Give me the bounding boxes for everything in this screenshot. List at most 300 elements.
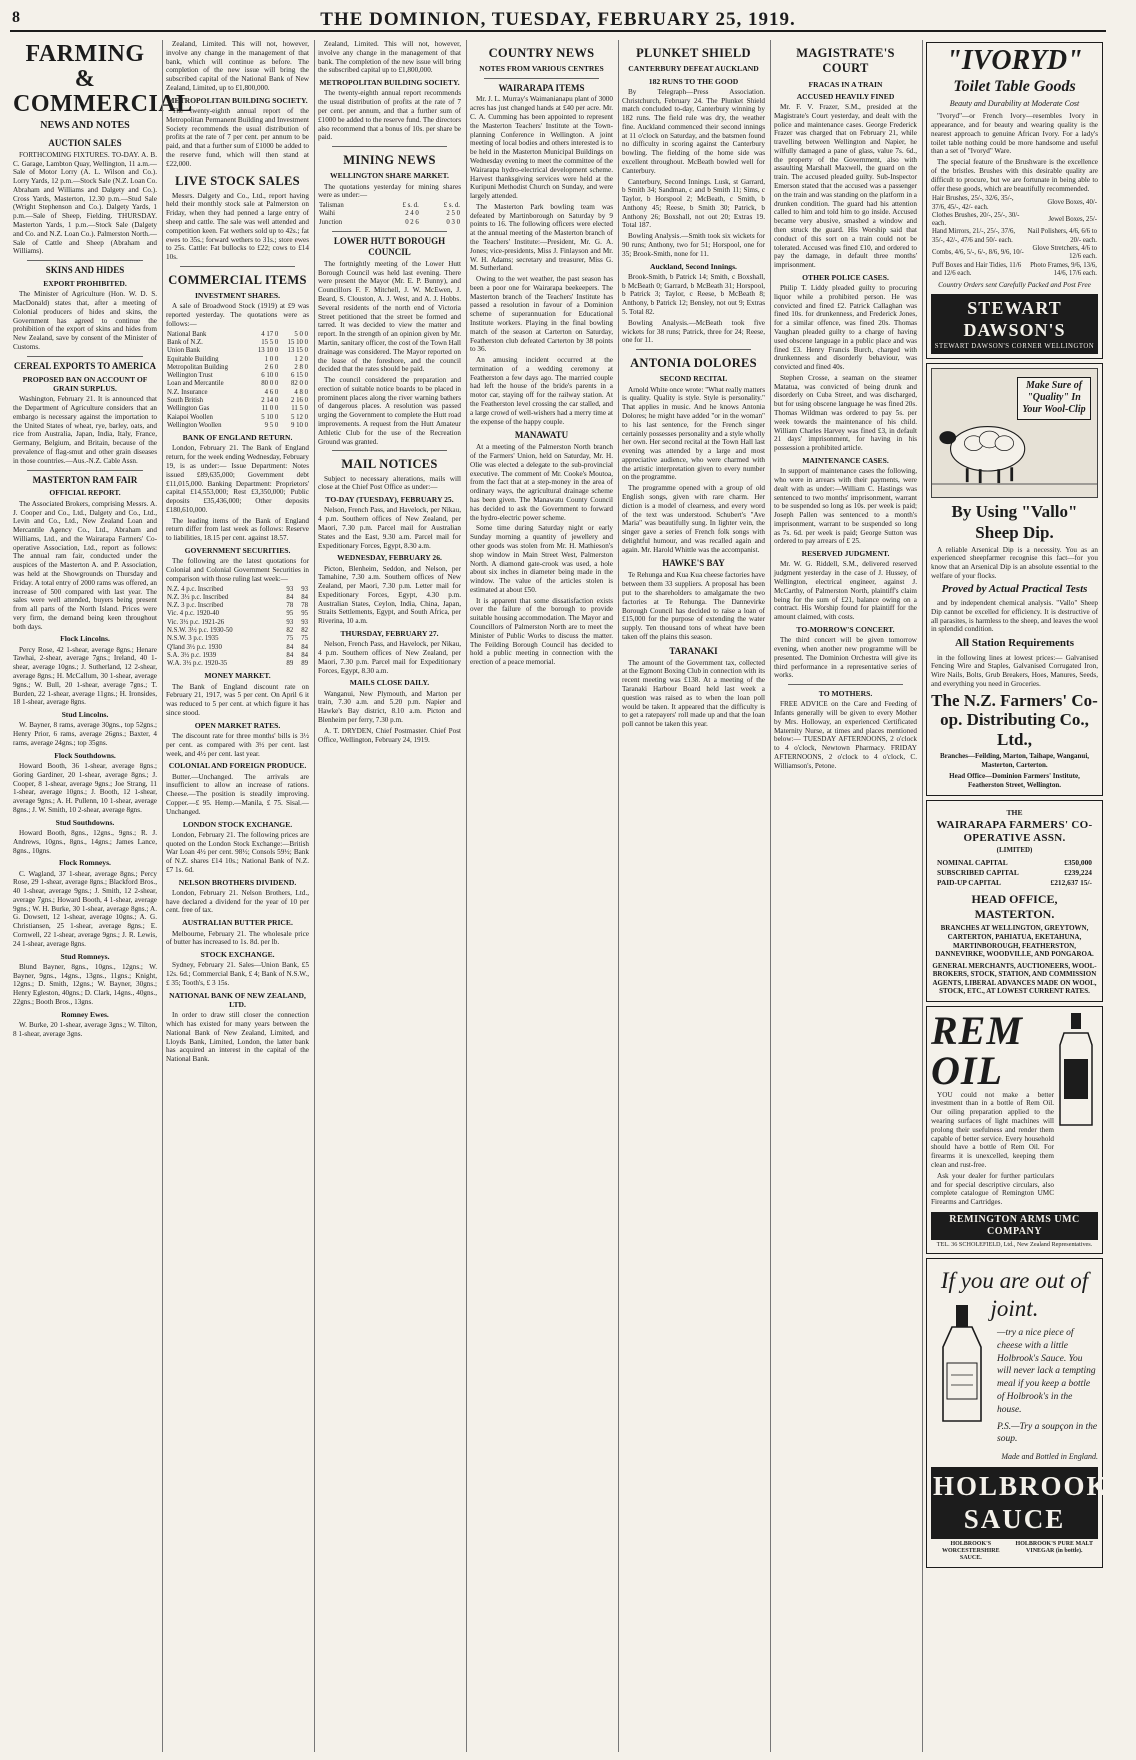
table-cell: Junction: [319, 218, 343, 226]
masterton-heading: MASTERTON RAM FAIR: [32, 474, 138, 485]
newspaper-title: THE DOMINION, TUESDAY, FEBRUARY 25, 1919.: [320, 9, 796, 30]
table-cell: 84: [301, 651, 308, 659]
vallo-ad: [926, 363, 1103, 795]
flock-romneys-heading: Flock Romneys.: [59, 858, 111, 868]
manawatu-text-2: Some time during Saturday night or early Sunday morning a quantity of jewellery and other goods was stolen from Mr. H. Mathieson's shop window in Main Street West, Palmerston North. A diamond gate-crook was used, a hole about six inches in diameter being made in the window. The value of the articles stolen is estimated at about £50.: [470, 524, 613, 594]
share-row: [166, 339, 309, 347]
share-row: [166, 397, 309, 405]
skins-heading: SKINS AND HIDES: [45, 265, 125, 276]
court-subheading: FRACAS IN A TRAIN: [808, 79, 883, 89]
wairarapa-desc: GENERAL MERCHANTS, AUCTIONEERS, WOOL-BROKERS, STOCK, STATION, AND COMMISSION AGENTS, LIBERAL ADVANCES MADE ON WOOL, STOCK, ETC., AT LOWEST CURRENT RATES.: [932, 961, 1097, 996]
divider: [332, 146, 447, 147]
table-cell: 82: [301, 626, 308, 634]
mail-close-heading: MAILS CLOSE DAILY.: [349, 678, 430, 688]
section-headline: FARMING & COMMERCIAL: [13, 41, 193, 118]
other-cases-heading: OTHER POLICE CASES.: [802, 272, 889, 282]
store-address: STEWART DAWSON'S CORNER WELLINGTON: [934, 342, 1095, 350]
table-cell: N.Z. Insurance: [167, 388, 208, 396]
table-cell: 5 10 0: [261, 413, 279, 421]
ivoryd-subtitle: Toilet Table Goods: [953, 78, 1076, 95]
cricket-text: By Telegraph—Press Association. Christchurch, February 24. The Plunket Shield match concluded to-day, Canterbury winning by 182 runs. The field rule was dry, the weather fine. Auckland commenced their second innings at 11 o'clock on Saturday, and the batsmen found no difficulty in scoring against the Canterbury bowling. The fielding of the home side was excellent throughout. McBeath bowled well for Canterbury.: [622, 87, 765, 175]
divider: [484, 78, 599, 79]
wairarapa-text-2: The Masterton Park bowling team was defeated by Martinborough on Saturday by 9 points to 16. The following officers were elected at the annual meeting of the Masterton branch of the Teachers' Institute:—President, Mr. G. A. Jones; vice-presidents, Miss J. Finlayson and Mr. W. H. Adams; secretary and treasurer, Miss G. M. Sutherland.: [470, 202, 613, 273]
table-cell: National Bank: [167, 330, 207, 338]
security-row: [166, 627, 309, 635]
colonial-heading: COLONIAL AND FOREIGN PRODUCE.: [168, 761, 307, 771]
antonia-heading: ANTONIA DOLORES: [630, 356, 757, 371]
mail-heading: MAIL NOTICES: [341, 457, 438, 472]
cereal-text: Washington, February 21. It is announced that the Department of Agriculture considers that an embargo is necessary against the importation to the United States of wheat, rye, barley, oats, and rice from Australia, Japan, India, Italy, France, Germany, Belgium, and Britain, because of the prevalence of flag-smut and other grain diseases in those countries.—Aus.-N.Z. Cable Assn.: [13, 395, 157, 465]
aus-butter-heading: AUSTRALIAN BUTTER PRICE.: [182, 918, 293, 928]
table-cell: S.A. 3½ p.c. 1939: [167, 651, 217, 659]
other-cases-text: Philip T. Liddy pleaded guilty to procuring liquor while a prohibited person. He was convicted and fined £2. Patrick Callaghan was fined 10s. for drunkenness, and Frederick Jones, for a similar offence, was fined 20s. Thomas Vaughan pleaded guilty to a charge of having used obscene language in a public place and was fined £3. Henry Francis Burch, charged with drunkenness and disorderly behaviour, was convicted and fined 40s.: [774, 284, 917, 372]
capital-label: SUBSCRIBED CAPITAL: [937, 868, 1019, 878]
share-row: [166, 389, 309, 397]
price-row: [931, 228, 1098, 245]
table-cell: 13 10 0: [257, 347, 279, 355]
nelson-heading: NELSON BROTHERS DIVIDEND.: [178, 877, 297, 887]
ivoryd-country-note: Country Orders sent Carefully Packed and Post Free: [938, 281, 1091, 290]
masterton-text: The Associated Brokers, comprising Messrs. A. J. Cooper and Co., Ltd., Dalgety and Co., Ltd., Levin and Co., Ltd., New Zealand Loan and Mercantile Agency Co., Ltd., Abraham and Williams, Ltd., and the Wairarapa Farmers' Co-operative Association, Ltd., report as follows: The annual ram fair, conducted under the auspices of the Masterton A. and P. Association, was held at the Showgrounds on Thursday and Friday. A total entry of 2000 rams was offered, an increase of 500 compared with last year. The sales were well attended, buyers being present from all parts of the North Island. Prices were very firm, the demand being keen throughout both days.: [13, 499, 157, 631]
page-number: 8: [12, 9, 20, 26]
table-cell: 5 0 0: [294, 330, 308, 338]
column-4: [466, 40, 616, 1752]
london-heading: LONDON STOCK EXCHANGE.: [182, 819, 293, 829]
table-cell: 11 5 0: [291, 405, 308, 413]
table-cell: 9 5 0: [264, 421, 279, 429]
mail-text-2: Picton, Blenheim, Seddon, and Nelson, per Tamahine, 7.30 a.m. Southern offices of New Zealand, per Maori, 7.30 p.m. Letter mail for Expeditionary Forces, Egypt, 4.30 p.m. Australian States, Ceylon, India, China, Japan, Straits Settlements, Egypt, and South Africa, per Riverina, 10 a.m.: [318, 564, 461, 626]
section-subhead: NEWS AND NOTES: [40, 119, 130, 131]
sheep-illustration: [931, 368, 1098, 498]
mail-text-1: Nelson, French Pass, and Havelock, per Nikau, 4 p.m. Southern offices of New Zealand, per Maori, 7.30 p.m. Parcel mail for Australian States and the East, 9.30 a.m. Parcel mail for Expeditionary Forces, Egypt, 8.30 a.m.: [318, 506, 461, 550]
price-row: [931, 245, 1098, 262]
table-cell: Glove Stretchers, 4/6 to 12/6 each.: [1032, 244, 1097, 261]
table-cell: Glove Boxes, 40/-: [1047, 199, 1097, 207]
table-cell: Wellington Woollen: [167, 421, 222, 429]
table-cell: South British: [167, 397, 204, 404]
concert-heading: TO-MORROW'S CONCERT.: [796, 624, 895, 634]
money-heading: MONEY MARKET.: [204, 671, 271, 681]
table-cell: N.Z. 3½ p.c. Inscribed: [167, 593, 229, 601]
divider: [27, 260, 143, 261]
table-cell: 95: [286, 610, 294, 618]
table-cell: Kaiapoi Woollen: [167, 413, 213, 421]
table-cell: 15 5 0: [261, 339, 279, 347]
stud-romneys-heading: Stud Romneys.: [60, 951, 110, 961]
skins-subheading: EXPORT PROHIBITED.: [43, 279, 127, 289]
mail-day-2: WEDNESDAY, FEBRUARY 26.: [337, 553, 442, 563]
capital-row: [937, 878, 1092, 887]
reserved-text: Mr. W. G. Riddell, S.M., delivered reserved judgment yesterday in the case of J. Hussey, of Wellington, electrical engineer, against J. McCarthy, of Palmerston North, plaintiff's claim being for the sum of £21, balance owing on a contract. His Worship found for plaintiff for the amount claimed, with costs.: [774, 560, 917, 622]
share-row: [166, 372, 309, 380]
rem-oil-text: YOU could not make a better investment than in a bottle of Rem Oil. Our oiling preparation applied to the wearing surfaces of light machines will prolong their usefulness and render them capable of better service. Every household should have a bottle of Rem Oil. For firearms it is unexcelled, keeping them clean and rust-free.: [931, 1090, 1054, 1169]
table-cell: N.S.W. 3 p.c. 1935: [167, 635, 219, 643]
price-row: [931, 195, 1098, 212]
table-cell: Wellington Trust: [167, 372, 213, 380]
table-cell: 2 8 0: [294, 363, 308, 371]
mail-close-text: Wanganui, New Plymouth, and Marton per train, 7.30 a.m. and 5.20 p.m. Napier and Hawke's Bay district, 8.10 a.m. Picton and Blenheim per ferry, 7.30 p.m.: [318, 689, 461, 724]
cricket-scores: Canterbury, Second Innings. Lusk, st Garrard, b Smith 34; Sandman, c and b Smith 11; Sims, c Taylor, b Horspool 2; McBeath, c Smith, b Anthony 45; Reese, b Smith 30; Patrick, b Anthony 26; Boxshall, not out 20; Extras 19. Total 187.: [622, 177, 765, 230]
commercial-subheading: INVESTMENT SHARES.: [194, 291, 281, 301]
share-row: [166, 405, 309, 413]
table-cell: 93: [301, 585, 308, 593]
table-cell: Puff Boxes and Hair Tidies, 11/6 and 12/6 each.: [932, 261, 1022, 277]
column-6: [770, 40, 920, 1752]
stud-southdowns-text: Howard Booth, 8gns., 12gns., 9gns.; R. J. Andrews, 10gns., 8gns., 14gns.; James Lance, 8gns., 10gns.: [13, 828, 157, 855]
auction-heading: AUCTION SALES: [48, 137, 122, 148]
capital-value: £212,637 15/-: [1050, 878, 1092, 888]
colonial-text: Butter.—Unchanged. The arrivals are insufficient to allow an increase of rations. Cheese.—The position is steadily improving. Copper.—£ 95. Hemp.—Manila, £ 75. Sisal.—Unchanged.: [166, 772, 309, 816]
open-market-heading: OPEN MARKET RATES.: [194, 720, 281, 730]
stock-exchange-heading: STOCK EXCHANGE.: [200, 950, 275, 960]
aus-butter-text: Melbourne, February 21. The wholesale price of butter has increased to 1s. 8d. per lb.: [166, 929, 309, 947]
table-cell: Talisman: [319, 202, 344, 210]
capital-label: NOMINAL CAPITAL: [937, 858, 1008, 868]
metro-text: The twenty-eighth annual report recommends the usual distribution of profits at the rate of 7 per cent. per annum, and that a further sum of £1000 be added to the reserve fund. The directors also recommend that a bonus of 10s. per share be paid.: [318, 89, 461, 142]
court-text: Mr. F. V. Frazer, S.M., presided at the Magistrate's Court yesterday, and dealt with the police and maintenance cases. George Frederick Frazer was charged that on February 21, while travelling between Wellington and Napier, he wilfully damaged a pane of glass, value 7s. 6d., the property of the Government, also with assaulting Marshall Maxwell, the guard on the train. The accused pleaded guilty. Sub-Inspector Emerson stated that the accused was a passenger on the train and was standing on the platform in a drunken condition. The guard had his attention called to him and told him to go inside. Accused became very abusive, smashed a window and then struck the guard. His Worship said that conduct of this sort on a train could not be tolerated. Accused was fined £10, and ordered to pay the damage, in default three months' imprisonment.: [774, 103, 917, 270]
divider: [27, 470, 143, 471]
auckland-innings-text: Brook-Smith, b Patrick 14; Smith, c Boxshall, b McBeath 0; Garrard, b McBeath 31; Horspool, b Patrick 3; Taylor, c Reese, b McBeath 8; Anthony, b Patrick 12; Bensley, not out 9; Extras 5. Total 82.: [622, 272, 765, 316]
wairarapa-ad: [926, 800, 1103, 1002]
security-row: [166, 635, 309, 643]
table-cell: 93: [286, 618, 294, 626]
table-cell: 75: [301, 635, 308, 643]
table-cell: 0 2 6: [405, 218, 419, 226]
money-text: The Bank of England discount rate on February 21, 1917, was 5 per cent. On April 6 it was reduced to 5 per cent. at which figure it has since stood.: [166, 682, 309, 717]
table-cell: Jewel Boxes, 25/-: [1048, 216, 1097, 223]
antonia-subheading: SECOND RECITAL: [659, 374, 728, 384]
skins-text: The Minister of Agriculture (Hon. W. D. S. MacDonald) states that, after a meeting of Colonial producers of hides and skins, the Government has agreed to continue the prohibition of the export of skins and hides from New Zealand, save by consent of the Minister of Customs.: [13, 290, 157, 351]
holbrook-footer-left: HOLBROOK'S WORCESTERSHIRE SAUCE.: [941, 1540, 1000, 1562]
table-cell: Hand Mirrors, 21/-, 25/-, 37/6, 35/-, 42/-, 47/6 and 50/- each.: [932, 228, 1016, 244]
vallo-text: A reliable Arsenical Dip is a necessity. You as an experienced sheepfarmer recognise this fact—for you know that an Arsenical Dip is an absolute essential to the welfare of your flocks.: [931, 545, 1098, 580]
romney-ewes-heading: Romney Ewes.: [61, 1009, 109, 1019]
wairarapa-branches: BRANCHES AT WELLINGTON, GREYTOWN, CARTERTON, PAHIATUA, EKETAHUNA, MARTINBOROUGH, FEATHERSTON, DANNEVIRKE, WOODVILLE, AND PONGAROA.: [935, 924, 1094, 959]
table-cell: 1 0 0: [264, 355, 279, 363]
article-text: Zealand, Limited. This will not, however, involve any change in the management of that bank, which will continue as before. The completion of the new issue will bring the subscribed capital of the National Bank of New Zealand, Limited, up to £1,800,000.: [166, 40, 309, 92]
store-name: STEWART DAWSON'S: [963, 297, 1066, 340]
concert-text: The third concert will be given tomorrow evening, when another new programme will be presented. The Dominion Orchestra will give its third performance in a representative series of works.: [774, 636, 917, 680]
masthead: [10, 6, 1106, 32]
ivoryd-ad: [926, 42, 1103, 359]
flock-southdowns-text: Howard Booth, 36 1-shear, average 8gns.; Goring Gardiner, 20 1-shear, average 8gns.; J. Cooper, 8 1-shear, average 9gns.; Joe Strang, 11 1-shear, average 10gns.; J. Booth, 12 1-shear, average 9gns.; A. H. Pullenn, 10 1-shear, average 8gns.; J. W. Smith, 10 2-shear, average 8gns.: [13, 762, 157, 814]
table-cell: 4 8 0: [294, 388, 308, 396]
cereal-heading: CEREAL EXPORTS TO AMERICA: [13, 360, 157, 371]
capital-label: PAID-UP CAPITAL: [937, 878, 1001, 888]
share-row: [166, 422, 309, 430]
table-cell: W.A. 3½ p.c. 1920-35: [167, 660, 228, 668]
wairarapa-text-4: An amusing incident occurred at the termination of a wedding ceremony at Featherston a few days ago. The married couple had left the house of the bride's parents in a motor car, staying off for the railway station. At the Featherston level crossing the car stalled, and a large crowd of well-wishers had a merry time at the expense of the happy couple.: [470, 356, 613, 426]
hutt-text: The fortnightly meeting of the Lower Hutt Borough Council was held last evening. There were present the Mayor (Mr. E. P. Bunny), and Councillors F. F. Mitchell, J. W. McEwen, J. Beard, S. Clouston, A. J. West, and A. J. Hobbs. Several residents of the north end of Victoria Street petitioned that the street be formed and tarred. It was decided to view the matter and report. In the strength of an opinion given by Mr. Martin, sanitary officer, the cost of the Town Hall drainage was considered. The Mayor reported on the lease of the foreshore, and the council decided that the rates should be paid.: [318, 259, 461, 374]
oil-bottle-icon: [1054, 1011, 1098, 1129]
wairarapa-heading: WAIRARAPA ITEMS: [498, 82, 585, 93]
column-5: [618, 40, 768, 1752]
mining-heading: MINING NEWS: [343, 153, 436, 168]
stewart-dawson-banner: [931, 294, 1098, 354]
mail-day-1: TO-DAY (TUESDAY), FEBRUARY 25.: [325, 495, 454, 505]
capital-value: £239,224: [1064, 868, 1092, 878]
security-row: [166, 602, 309, 610]
stock-exchange-text: Sydney, February 21. Sales—Union Bank, £5 12s. 6d.; Commercial Bank, £ 4; Bank of N.S.W., £ 35; Tooth's, £ 3 15s.: [166, 961, 309, 987]
table-cell: N.Z. 4 p.c. Inscribed: [167, 585, 224, 593]
mail-signature: A. T. DRYDEN, Chief Postmaster. Chief Post Office, Wellington, February 24, 1919.: [318, 726, 461, 744]
holbrook-headline: If you are out of joint.: [940, 1267, 1089, 1321]
reserved-heading: RESERVED JUDGMENT.: [801, 549, 890, 559]
hawkes-bay-text: Te Rehunga and Kua Kua cheese factories have between them 33 suppliers. A proposal has been put to the shareholders to amalgamate the two factories at Te Rehunga. The Dannevirke Borough Council has decided to raise a loan of £15,000 for the purpose of extending the water supply. Ten thousand tons of wheat have been taken off the plains this season.: [622, 571, 765, 641]
table-cell: Vic. 3½ p.c. 1921-26: [167, 618, 225, 626]
ivoryd-desc-2: The special feature of the Brushware is the excellence of the bristles. Brushes with this desirable quality are difficult to procure, but we are fortunate in being able to offer these goods, which are beautifully recommended.: [931, 158, 1098, 193]
table-cell: 15 10 0: [287, 339, 308, 347]
maintenance-text: In support of maintenance cases the following, who were in arrears with their payments, were dealt with as under:—William C. Hastings was sentenced to two months' imprisonment, warrant to be suspended so long as 10s. per week is paid; Joseph Pallen was sentenced to a month's imprisonment, warrant to be suspended so long as 7s. 6d. per week is paid; George Sutton was ordered to pay arrears of £ 25.: [774, 467, 917, 546]
table-cell: Hair Brushes, 25/-, 32/6, 35/-, 37/6, 45/-, 42/- each.: [932, 195, 1014, 211]
table-cell: Clothes Brushes, 20/-, 25/-, 30/- each.: [932, 211, 1020, 228]
national-bank-heading: NATIONAL BANK OF NEW ZEALAND, LTD.: [169, 990, 306, 1009]
romney-ewes-text: W. Burke, 20 1-shear, average 3gns.; W. Tilton, 8 1-shear, average 3gns.: [13, 1020, 157, 1038]
mothers-heading: TO MOTHERS.: [818, 689, 873, 699]
divider: [788, 684, 903, 685]
table-cell: 4 6 0: [264, 388, 279, 396]
security-row: [166, 619, 309, 627]
stud-romneys-text: Blund Bayner, 8gns., 10gns., 12gns.; W. Bayner, 9gns., 14gns., 13gns., 11gns.; Knight, 12gns.; D. Smith, 12gns.; W. Bayner, 30gns.; Henry Egleston, 40gns.; D. Clark, 14gns., 40gns., 22gns.; Booth Bros., 13gns.: [13, 962, 157, 1006]
table-cell: 2 14 0: [261, 397, 279, 404]
table-cell: 84: [286, 651, 294, 659]
mining-row: [318, 210, 461, 218]
table-cell: 4 17 0: [261, 330, 279, 338]
holbrook-ps: P.S.—Try a soupçon in the soup.: [997, 1421, 1098, 1445]
holbrook-footer: [931, 1541, 1098, 1563]
share-row: [166, 347, 309, 355]
flock-lincolns-text: Percy Rose, 42 1-shear, average 8gns.; Henare Tawhai, 2-shear, average 7gns.; Ireland, 40 1-shear, average 10gns.; J. Sutherland, 12 2-shear, average 8gns.; H. McCallum, 30 1-shear, average 9gns.; W. Bull, 20 1-shear, average 7gns.; T. Burden, 22 1-shear, average 11gns.; H. Ironsides, 18 1-shear, average 8gns.: [13, 645, 157, 707]
table-cell: 78: [301, 602, 308, 610]
gov-heading: GOVERNMENT SECURITIES.: [184, 545, 291, 555]
share-row: [166, 364, 309, 372]
plunket-subheading-2: 182 RUNS TO THE GOOD: [648, 76, 739, 86]
manawatu-text-3: It is apparent that some dissatisfaction exists over the failure of the borough to provide suitable housing accommodation. The Mayor and Councillors of Palmerston North are to meet the Minister of Public Works to discuss the matter. The Feilding Borough Council has decided to hold a public meeting in connection with the erection of a peace memorial.: [470, 596, 613, 667]
table-cell: 6 10 0: [261, 372, 279, 380]
taranaki-text: The amount of the Government tax, collected at the Egmont Boxing Club in connection with its recent meeting was £138. At a meeting of the Taranaki Harbour Board held last week a question was raised as to when the loan poll would be taken. It appeared that the difficulty is to get a ratepayers' roll made up and that the loan poll cannot be taken this year.: [622, 658, 765, 729]
vallo-text-2: and by independent chemical analysis. "Vallo" Sheep Dip cannot be excelled for efficiency. It is destructive of all parasites, is harmless to the sheep, and leaves the wool in splendid condition.: [931, 599, 1098, 634]
hutt-text-2: The council considered the preparation and erection of suitable notice boards to be placed in prominent places along the river warning bathers of dangerous places. A resolution was passed urging the Government to complete the Hutt road improvements. A request from the Hutt Amateur Athletic Club for the use of the Recreation Ground was granted.: [318, 376, 461, 446]
gov-securities-table: [166, 586, 309, 669]
table-cell: Waihi: [319, 210, 336, 218]
divider: [332, 231, 447, 232]
table-cell: Union Bank: [167, 347, 201, 355]
vallo-headline: By Using "Vallo" Sheep Dip.: [951, 502, 1078, 542]
stud-lincolns-text: W. Bayner, 8 rams, average 30gns., top 52gns.; Henry Prior, 6 rams, average 26gns.; Baxter, 4 rams, average 24gns.; top 35gns.: [13, 721, 157, 747]
remington-company: REMINGTON ARMS UMC COMPANY: [931, 1212, 1098, 1240]
antonia-text-2: The programme opened with a group of old English songs, given with rare charm. Her diction is a model of clearness, and every word of the text was understood. Schubert's "Ave Maria" was beautifully sung. In lighter vein, the singer gave a series of French folk songs with delightful humour, and was recalled again and again. Mr. Harold Whittle was the accompanist.: [622, 484, 765, 554]
plunket-heading: PLUNKET SHIELD: [636, 46, 751, 60]
table-cell: 1 2 0: [294, 355, 308, 363]
wairarapa-text-3: Owing to the wet weather, the past season has been a poor one for Wairarapa beekeepers. The Masterton branch of the Teachers' Institute has passed a resolution in favour of a Dominion scheme of superannuation for Educational Institute workers. Playing in the final bowling match of the season at Carterton on Saturday, Featherston club defeated Carterton by 38 points to 36.: [470, 275, 613, 354]
share-row: [166, 331, 309, 339]
ivoryd-title: "IVORYD": [946, 45, 1083, 76]
table-cell: 2 4 0: [405, 210, 419, 218]
national-bank-text: In order to draw still closer the connection which has existed for many years between the National Bank of New Zealand, Limited, and Lloyds Bank, Limited, London, the latter bank has acquired an interest in the capital of the National Bank.: [166, 1011, 309, 1064]
security-row: [166, 610, 309, 618]
table-cell: Vic. 4 p.c. 1920-40: [167, 610, 220, 618]
table-cell: 5 12 0: [291, 413, 308, 421]
share-row: [166, 414, 309, 422]
table-cell: N.Z. 3 p.c. Inscribed: [167, 602, 224, 610]
capital-list: [931, 858, 1098, 887]
country-news-subheading: NOTES FROM VARIOUS CENTRES: [479, 64, 604, 74]
divider: [27, 356, 143, 357]
auckland-innings-heading: Auckland, Second Innings.: [650, 261, 737, 271]
table-cell: 0 3 0: [446, 218, 460, 226]
metro-text: The twenty-eighth annual report of the Metropolitan Permanent Building and Investment Society recommends the usual distribution of profits at the rate of 7 per cent. per annum to be paid, and that a further sum of £1000 be added to the reserve fund, which will then stand at £22,000.: [166, 106, 309, 168]
table-cell: Bank of N.Z.: [167, 339, 203, 347]
commercial-heading: COMMERCIAL ITEMS: [168, 272, 307, 287]
rem-oil-title: REM OIL: [931, 1007, 1023, 1093]
rem-oil-text-2: Ask your dealer for further particulars and for special descriptive circulars, also complete catalogue of Remington UMC Firearms and Cartridges.: [931, 1171, 1054, 1207]
table-cell: 80 0 0: [261, 380, 279, 388]
wairarapa-head-office: HEAD OFFICE, MASTERTON.: [971, 892, 1058, 921]
column-3: [314, 40, 464, 1752]
gov-text: The following are the latest quotations for Colonial and Colonial Government Securities in comparison with those ruling last week:—: [166, 557, 309, 583]
metro-heading: METROPOLITAN BUILDING SOCIETY.: [319, 78, 460, 88]
table-cell: 84: [301, 593, 308, 601]
vallo-practical: Proved by Actual Practical Tests: [941, 582, 1088, 595]
antonia-text: Arnold White once wrote: "What really matters is quality. Quality is style. Style is personality." That applies in music. And he knows Antonia Dolores; he might have added "or in the woman" to his last sentence, for the French singer certainly possesses personality and a style wholly her own. Her second recital at the Town Hall last evening was attended by a large and most appreciative audience, who were charmed with the artistic interpretation given to every number on the programme.: [622, 385, 765, 482]
security-row: [166, 652, 309, 660]
taranaki-heading: TARANAKI: [669, 645, 718, 656]
ivoryd-tagline: Beauty and Durability at Moderate Cost: [949, 98, 1080, 108]
share-row: [166, 356, 309, 364]
article-text: Zealand, Limited. This will not, however, involve any change in the management of that bank. The completion of the new issue will bring the subscribed capital up to £1,800,000.: [318, 40, 461, 75]
hawkes-bay-heading: HAWKE'S BAY: [662, 558, 725, 569]
table-cell: 82 0 0: [291, 380, 308, 388]
ivoryd-price-table: [931, 195, 1098, 278]
shares-table: [166, 331, 309, 430]
remington-representatives: TEL. 36 SCHOLEFIELD, Ltd., New Zealand Representatives.: [936, 1241, 1093, 1249]
station-requirements: All Station Requirements: [955, 637, 1074, 650]
wairarapa-limited: (LIMITED): [996, 845, 1033, 854]
price-row: [931, 262, 1098, 279]
open-market-text: The discount rate for three months' bills is 3½ per cent. as compared with 3½ per cent. last week, and 4½ per cent. last year.: [166, 732, 309, 758]
bowling-analysis-2: Bowling Analysis.—McBeath took five wickets for 38 runs; Patrick, three for 24; Reese, one for 11.: [622, 318, 765, 345]
holbrook-ad: [926, 1258, 1136, 1568]
sauce-bottle-icon: [933, 1305, 991, 1423]
maintenance-heading: MAINTENANCE CASES.: [802, 455, 889, 465]
holbrook-made: Made and Bottled in England.: [1001, 1452, 1098, 1462]
table-cell: 2 16 0: [291, 397, 308, 404]
table-cell: 84: [286, 643, 294, 651]
table-cell: £ s. d.: [443, 202, 460, 210]
mining-text: The quotations yesterday for mining shares were as under:—: [318, 182, 461, 200]
plunket-subheading: CANTERBURY DEFEAT AUCKLAND: [628, 64, 759, 74]
nz-farmers-company: The N.Z. Farmers' Co-op. Distributing Co., Ltd.,: [931, 690, 1098, 749]
manawatu-heading: MANAWATU: [514, 430, 569, 441]
rem-oil-ad: [926, 1006, 1103, 1254]
nelson-text: London, February 21. Nelson Brothers, Ltd., have declared a dividend for the year of 10 per cent. free of tax.: [166, 888, 309, 915]
table-cell: 75: [286, 635, 294, 643]
holbrook-footer-right: HOLBROOK'S PURE MALT VINEGAR (in bottle).: [1015, 1540, 1094, 1555]
table-cell: 9 10 0: [291, 421, 308, 429]
newspaper-page: [10, 6, 1136, 1754]
wairarapa-text: Mr. J. L. Murray's Waimanianapu plant of 3000 acres has just changed hands at £40 per acre. Mr. C. A. Cumming has been appointed to represent the Masterton Teachers' Institute at the Town-planning Conference in Wellington. A joint meeting of local bodies and others interested is to be held in the Masterton Municipal Buildings on Wednesday evening to meet the committee of the Wairarapa hydro-electrical development scheme. Harvest thanksgiving services were held at the Kuripuni Methodist Church on Sunday, and were largely attended.: [470, 95, 613, 201]
security-row: [166, 644, 309, 652]
live-stock-text: Messrs. Dalgety and Co., Ltd., report having held their monthly stock sale at Palmerston on Friday, when they had penned a large entry of sheep and cattle. The sale was well attended and competition keen. Fat wethers sold up to 42s.; fat ewes to 35s.; forward wethers to 31s.; store ewes to 25s. Cattle: Fat bullocks to £22; cows to £14 10s.: [166, 191, 309, 262]
table-cell: 93: [301, 618, 308, 626]
divider: [332, 450, 447, 451]
bank-text: London, February 21. The Bank of England return, for the week ending Wednesday, February 19, is as under:— Issue Department: Notes issued £89,635,000; Government debt £11,015,000. Banking Department: Proprietors' capital £14,553,000; Rest £3,350,000; Public deposits £35,436,000; Other deposits £180,610,000.: [166, 444, 309, 514]
flock-lincolns-heading: Flock Lincolns.: [60, 634, 110, 644]
mining-subheading: WELLINGTON SHARE MARKET.: [330, 171, 449, 181]
commercial-text: A sale of Broadwood Stock (1919) at £9 was reported yesterday. The quotations were as follows:—: [166, 302, 309, 328]
table-cell: Q'land 3½ p.c. 1930: [167, 643, 222, 651]
other-cases-text-2: Stephen Crosse, a seaman on the steamer Matatua, was convicted of being drunk and disorderly on Cuba Street, and was discharged, but for using obscene language he was fined 20s. Thomas Wildman was ordered to pay 5s. per week towards the maintenance of his child. William Charles Harvey was fined £3, in default 21 days' imprisonment, for having in his possession a prohibited article.: [774, 373, 917, 453]
table-cell: 2 5 0: [446, 210, 460, 218]
table-cell: £ s. d.: [402, 202, 419, 210]
table-cell: 93: [286, 585, 294, 593]
nz-farmers-hq: Head Office—Dominion Farmers' Institute, Featherston Street, Wellington.: [949, 772, 1080, 789]
price-row: [931, 212, 1098, 229]
bank-heading: BANK OF ENGLAND RETURN.: [182, 433, 293, 443]
stud-southdowns-heading: Stud Southdowns.: [55, 817, 115, 827]
wairarapa-the: THE: [1006, 807, 1023, 817]
capital-value: £350,000: [1064, 858, 1092, 868]
divider: [636, 349, 751, 350]
table-cell: 11 0 0: [261, 405, 279, 413]
mining-row: [318, 202, 461, 210]
table-cell: Photo Frames, 9/6, 13/6, 14/6, 17/6 each.: [1030, 261, 1097, 277]
bank-text-2: The leading items of the Bank of England return differ from last week as follows: Reserve to liabilities, 18.15 per cent. against 18.57.: [166, 516, 309, 543]
bowling-analysis: Bowling Analysis.—Smith took six wickets for 90 runs; Anthony, two for 51; Horspool, one for 35; Brook-Smith, none for 11.: [622, 232, 765, 258]
mail-text-3: Nelson, French Pass, and Havelock, per Nikau, 4 p.m. Southern offices of New Zealand, per Maori, 7.30 p.m. Parcel mail for Expeditionary Forces, Egypt, 8.30 a.m.: [318, 640, 461, 675]
table-cell: Loan and Mercantile: [167, 380, 224, 388]
capital-row: [937, 868, 1092, 877]
auction-text: FORTHCOMING FIXTURES. TO-DAY. A. B. C. Garage, Lambton Quay, Wellington, 11 a.m.—Sale of Motor Lorry (A. L. Wilson and Co.). Lorry Yards, 12 p.m.—Stock Sale (N.Z. Loan Co. Abraham and Williams and Dalgety and Co.). Cross Yards, Masterton, 12.30 p.m.—Stud Sale (Wright Stephenson and Co.). Dalgety Yards, 1 p.m.—Sale of Sheep, Fielding. THURSDAY. Masterton Yards, 1 p.m.—Stock Sale (Dalgety and Co. and N.Z. Loan Co.). Palmerston North.—Sale of Cattle and Sheep (Abraham and Williams).: [13, 150, 157, 256]
table-cell: 13 15 0: [287, 347, 308, 355]
holbrook-body: —try a nice piece of cheese with a little Holbrook's Sauce. You will never lack a tempting meal if you keep a bottle of Holbrook's in the house.: [997, 1327, 1096, 1415]
london-text: London, February 21. The following prices are quoted on the London Stock Exchange:—British War Loan 4½ per cent. 98½; Consols 59½; Bank of N.Z. shares £14 10s.; National Bank of N.Z. £7 1s. 6d.: [166, 830, 309, 874]
court-heading: MAGISTRATE'S COURT: [796, 46, 895, 76]
court-subheading-2: ACCUSED HEAVILY FINED: [796, 91, 895, 101]
mining-row: [318, 219, 461, 227]
divider: [180, 266, 295, 267]
table-cell: 82: [286, 626, 294, 634]
nz-farmers-branches: Branches—Feilding, Marton, Taihape, Wanganui, Masterton, Carterton.: [939, 752, 1090, 769]
mining-table: [318, 202, 461, 227]
security-row: [166, 660, 309, 668]
masterton-subheading: OFFICIAL REPORT.: [49, 488, 121, 498]
table-cell: 2 6 0: [264, 363, 279, 371]
capital-row: [937, 858, 1092, 867]
metro-heading: METROPOLITAN BUILDING SOCIETY.: [167, 95, 308, 105]
stud-lincolns-heading: Stud Lincolns.: [61, 710, 109, 720]
column-2: [162, 40, 312, 1752]
flock-romneys-text: C. Wagland, 37 1-shear, average 8gns.; Percy Rose, 29 1-shear, average 8gns.; Blackford Bros., 40 1-shear, average 9gns.; J. Smith, 12 2-shear, average 7gns.; Howard Booth, 4 1-shear, average 9gns.; W. H. Burke, 30 1-shear, average 8gns.; A. G. Dowsett, 12 1-shear, average 10gns.; A. G. Christiansen, 25 1-shear, average 8gns.; E. Cornwell, 22 1-shear, average 9gns.; J. R. Lewis, 24 1-shear, average 8gns.: [13, 869, 157, 948]
table-cell: 84: [286, 593, 294, 601]
table-cell: Equitable Building: [167, 355, 219, 363]
live-stock-heading: LIVE STOCK SALES: [175, 174, 300, 189]
cereal-subheading: PROPOSED BAN ON ACCOUNT OF GRAIN SURPLUS.: [22, 374, 148, 393]
mail-day-3: THURSDAY, FEBRUARY 27.: [340, 629, 439, 638]
table-cell: Nail Polishers, 4/6, 6/6 to 20/- each.: [1027, 228, 1097, 244]
flock-southdowns-heading: Flock Southdowns.: [54, 750, 116, 760]
column-7-ads: [922, 40, 1136, 1752]
table-cell: Wellington Gas: [167, 405, 210, 413]
security-row: [166, 586, 309, 594]
ivoryd-desc: "Ivoryd"—or French Ivory—resembles Ivory in appearance, and for beauty and wearing quality is the nearest approach to genuine African Ivory. For a lady's toilet table nothing could be more handsome and useful than a set of "Ivoryd" Ware.: [931, 112, 1098, 156]
table-cell: Combs, 4/6, 5/-, 6/-, 8/6, 9/6, 10/-: [932, 249, 1024, 257]
table-cell: 6 15 0: [291, 372, 308, 380]
table-cell: 89: [301, 660, 308, 668]
security-row: [166, 594, 309, 602]
country-news-heading: COUNTRY NEWS: [488, 46, 595, 60]
vallo-make-sure: Make Sure of "Quality" In Your Wool-Clip: [1017, 377, 1091, 420]
